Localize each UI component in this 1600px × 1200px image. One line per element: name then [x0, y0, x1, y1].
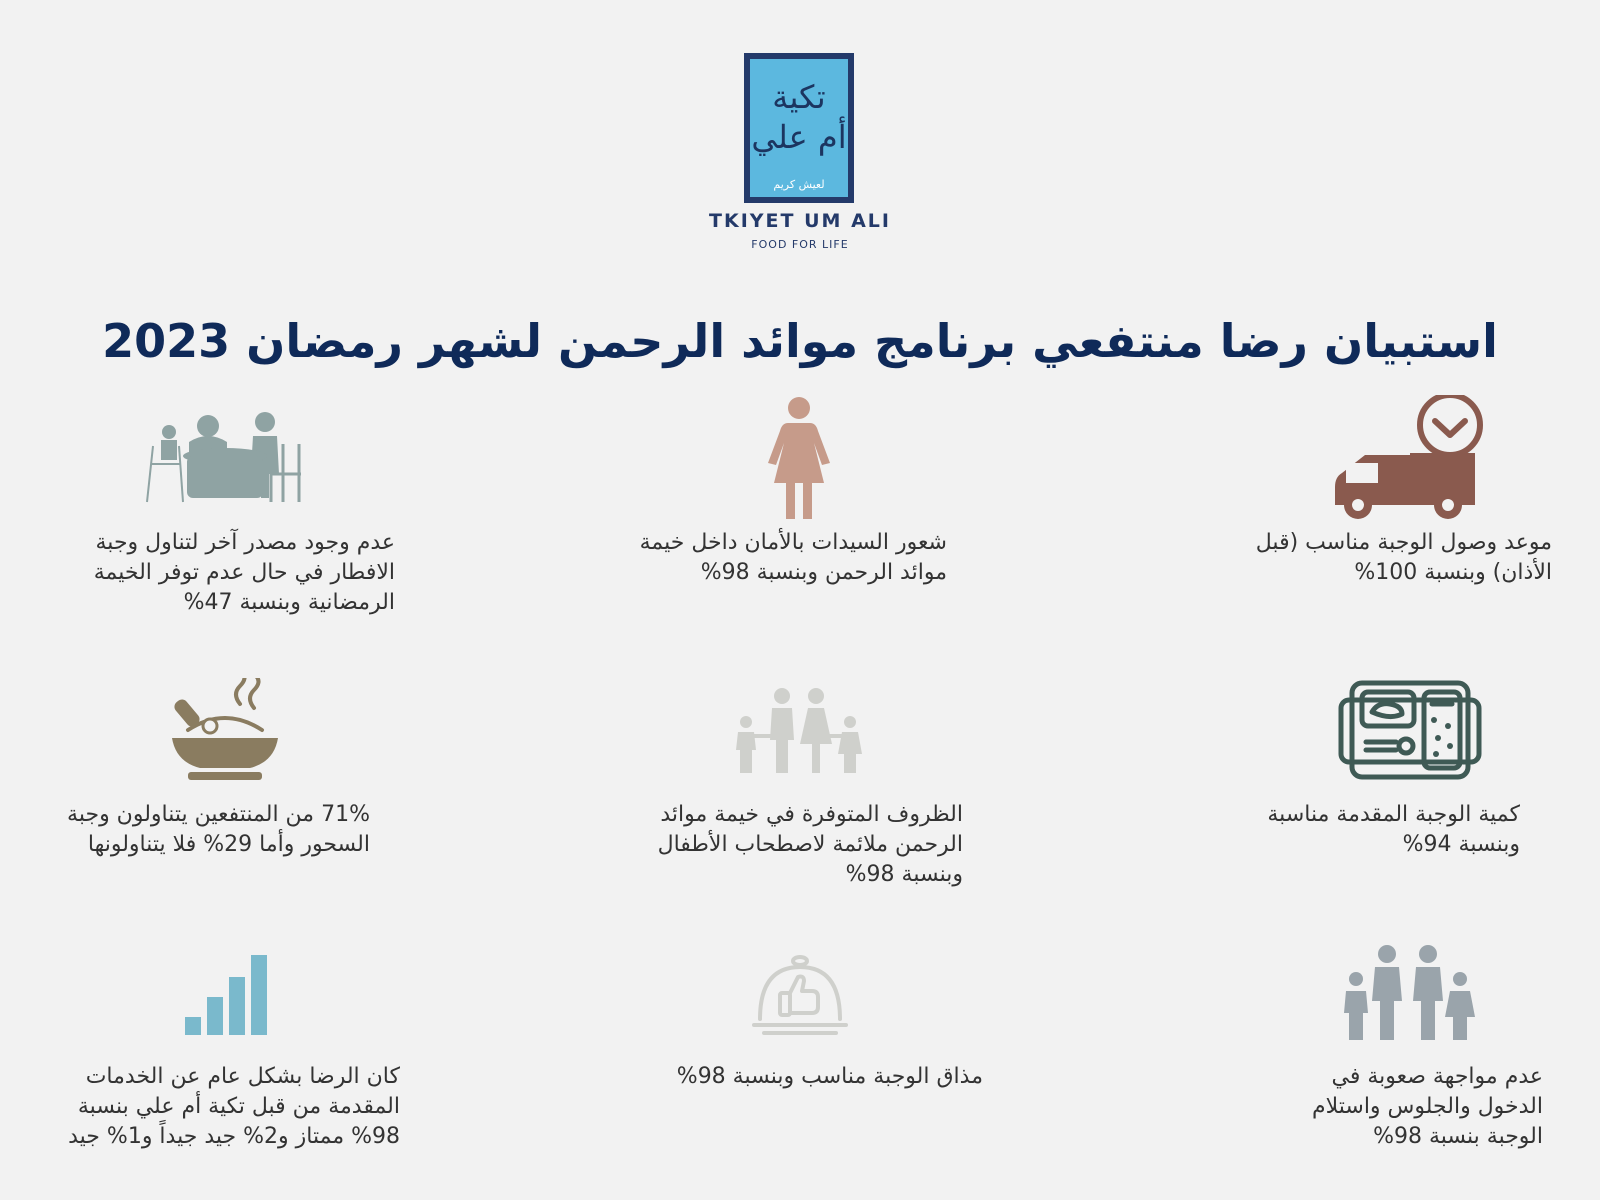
cloche-thumbs-up-icon	[752, 955, 848, 1035]
page-title: استبيان رضا منتفعي برنامج موائد الرحمن لشهر رمضان 2023	[102, 314, 1498, 368]
logo-tagline: لعيش كريم	[773, 178, 825, 191]
item-caption-women-safety: شعور السيدات بالأمان داخل خيمة موائد الرحمن وبنسبة 98%	[639, 530, 947, 585]
brand-subtitle: FOOD FOR LIFE	[751, 238, 849, 251]
rice-bowl-steam-icon	[170, 678, 280, 780]
delivery-truck-clock-icon	[1330, 395, 1492, 520]
meal-tray-icon	[1338, 680, 1482, 780]
logo-calligraphy-line2: أم علي	[751, 118, 847, 156]
item-caption-delivery-time: موعد وصول الوجبة مناسب (قبل الأذان) وبنسبة 100%	[1255, 530, 1552, 585]
family-group-icon	[1342, 945, 1476, 1040]
item-caption-children-conditions: الظروف المتوفرة في خيمة موائد الرحمن ملائمة لاصطحاب الأطفال وبنسبة 98%	[657, 802, 963, 887]
item-caption-meal-quantity: كمية الوجبة المقدمة مناسبة وبنسبة 94%	[1267, 802, 1520, 857]
logo-calligraphy	[750, 77, 848, 157]
item-caption-overall-satisfaction: كان الرضا بشكل عام عن الخدمات المقدمة من قبل تكية أم علي بنسبة 98% ممتاز و2% جيد جيداً و1% جيد	[68, 1064, 400, 1149]
brand-name: TKIYET UM ALI	[709, 210, 891, 232]
item-caption-easy-access: عدم مواجهة صعوبة في الدخول والجلوس واستلام الوجبة بنسبة 98%	[1312, 1064, 1543, 1149]
logo-calligraphy-line1: تكية	[772, 78, 826, 116]
item-caption-no-other-source: عدم وجود مصدر آخر لتناول وجبة الافطار في حال عدم توفر الخيمة الرمضانية وبنسبة 47%	[93, 530, 395, 615]
bar-chart-icon	[185, 955, 267, 1035]
item-caption-taste: مذاق الوجبة مناسب وبنسبة 98%	[676, 1064, 983, 1089]
woman-icon	[764, 397, 834, 519]
logo-inner	[750, 59, 848, 197]
item-caption-suhoor: 71% من المنتفعين يتناولون وجبة السحور وأما 29% فلا يتناولونها	[67, 802, 370, 857]
family-icon	[732, 688, 868, 773]
logo	[744, 53, 854, 203]
family-dining-table-icon	[145, 410, 308, 505]
